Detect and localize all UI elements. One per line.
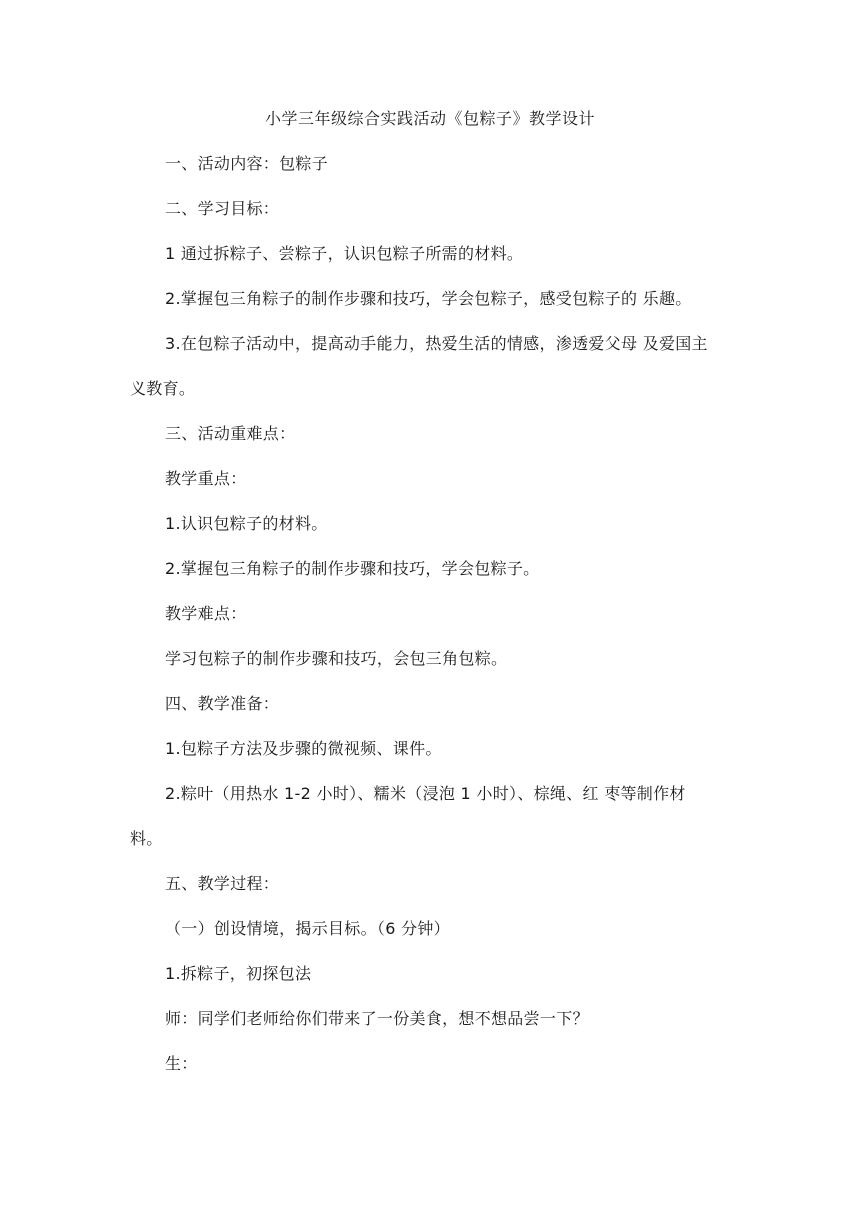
section-heading-process: 五、教学过程：: [165, 874, 280, 893]
document-title: 小学三年级综合实践活动《包粽子》教学设计: [264, 109, 595, 128]
dialogue-teacher: 师：同学们老师给你们带来了一份美食，想不想品尝一下？: [165, 1009, 589, 1028]
goal-item-3: 3.在包粽子活动中，提高动手能力，热爱生活的情感，渗透爱父母 及爱国主: [165, 334, 708, 353]
section-heading-content: 一、活动内容：包粽子: [165, 154, 329, 173]
section-heading-key-points: 三、活动重难点：: [165, 424, 296, 443]
process-substep: 1.拆粽子，初探包法: [165, 964, 312, 983]
process-step-heading: （一）创设情境，揭示目标。（6 分钟）: [165, 919, 450, 938]
focus-item-1: 1.认识包粽子的材料。: [165, 514, 328, 533]
subheading-difficulty: 教学难点：: [165, 604, 247, 623]
goal-item-3-continued: 义教育。: [130, 379, 196, 398]
goal-item-2: 2.掌握包三角粽子的制作步骤和技巧，学会包粽子，感受包粽子的 乐趣。: [165, 289, 692, 308]
preparation-item-1: 1.包粽子方法及步骤的微视频、课件。: [165, 739, 442, 758]
subheading-focus: 教学重点：: [165, 469, 247, 488]
focus-item-2: 2.掌握包三角粽子的制作步骤和技巧，学会包粽子。: [165, 559, 540, 578]
preparation-item-2: 2.粽叶（用热水 1-2 小时）、糯米（浸泡 1 小时）、棕绳、红 枣等制作材: [165, 784, 686, 803]
dialogue-student: 生：: [165, 1054, 198, 1073]
difficulty-item: 学习包粽子的制作步骤和技巧，会包三角包粽。: [165, 649, 508, 668]
preparation-item-2-continued: 料。: [130, 829, 163, 848]
section-heading-goals: 二、学习目标：: [165, 199, 280, 218]
goal-item-1: 1 通过拆粽子、尝粽子，认识包粽子所需的材料。: [165, 244, 524, 263]
section-heading-preparation: 四、教学准备：: [165, 694, 280, 713]
